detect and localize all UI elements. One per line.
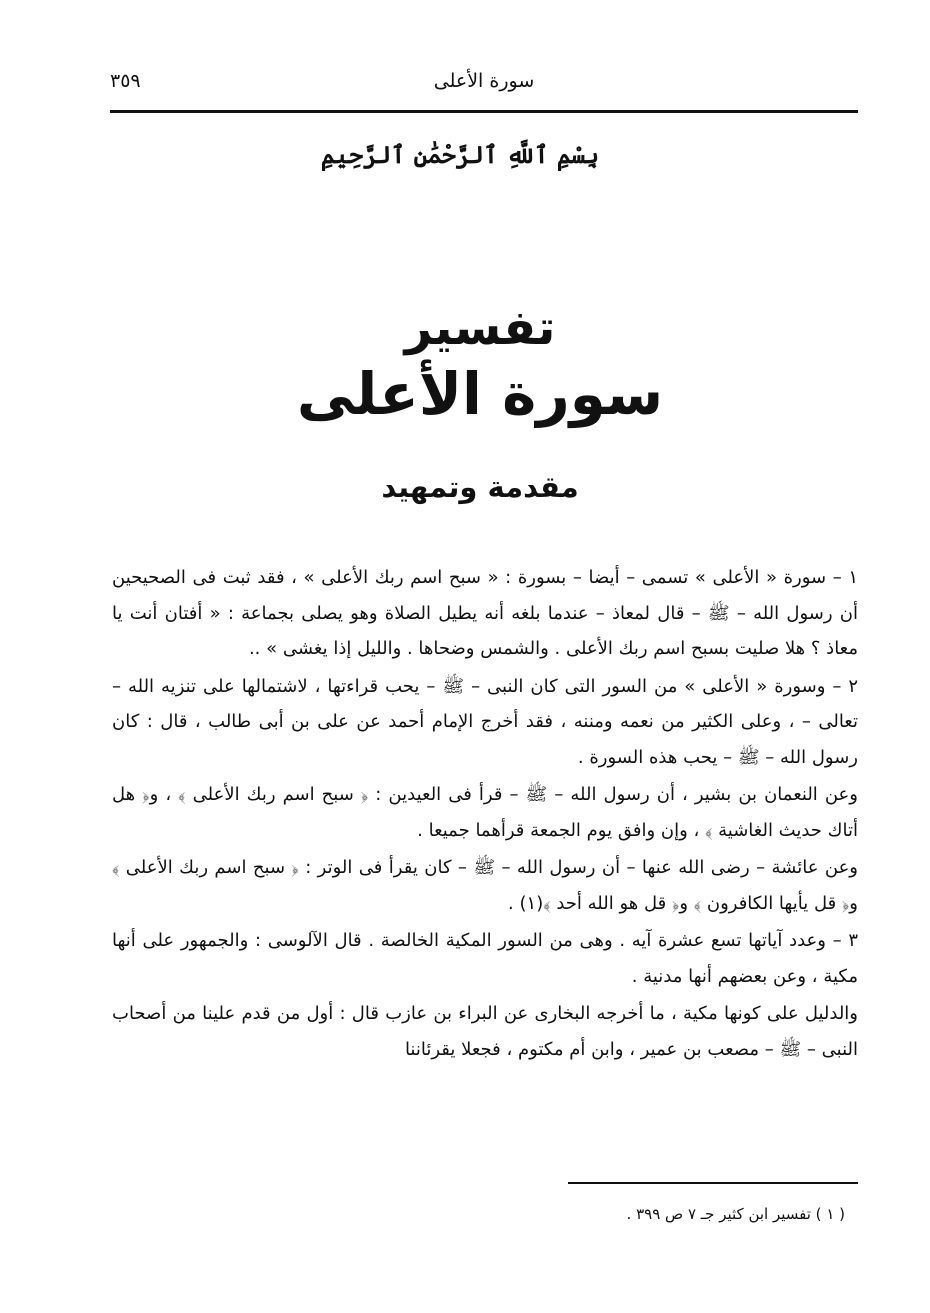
chapter-title-tafsir: تفسير	[404, 300, 556, 356]
paragraph-3: وعن النعمان بن بشير ، أن رسول الله – ﷺ – قرأ فى العيدين : ﴿ سبح اسم ربك الأعلى ﴾ ، و﴿ هل أتاك حديث الغاشية ﴾ ، وإن وافق يوم الجمعة قرأهما جميعا .	[112, 784, 858, 841]
paragraph-2: ٢ – وسورة « الأعلى » من السور التى كان النبى – ﷺ – يحب قراءتها ، لاشتمالها على تنزيه الله – تعالى – ، وعلى الكثير من نعمه ومننه ، فقد أخرج الإمام أحمد عن على بن أبى طالب ، قال : كان رسول الله – ﷺ – يحب هذه السورة .	[112, 675, 858, 768]
paragraph-5: ٣ – وعدد آياتها تسع عشرة آيه . وهى من السور المكية الخالصة . قال الآلوسى : والجمهور على أنها مكية ، وعن بعضهم أنها مدنية .	[112, 930, 858, 987]
footnote: ( ١ ) تفسير ابن كثير جـ ٧ ص ٣٩٩ .	[626, 1205, 845, 1223]
page-number: ٣٥٩	[110, 70, 141, 92]
basmala: بِسْمِ ٱللَّهِ ٱلرَّحْمَٰنِ ٱلرَّحِيمِ	[320, 140, 600, 169]
paragraph-6: والدليل على كونها مكية ، ما أخرجه البخارى عن البراء بن عازب قال : أول من قدم علينا من أصحاب النبى – ﷺ – مصعب بن عمير ، وابن أم مكتوم ، فجعلا يقرئاننا	[112, 1003, 858, 1060]
body-text	[112, 560, 858, 1069]
paragraph-4: وعن عائشة – رضى الله عنها – أن رسول الله – ﷺ – كان يقرأ فى الوتر : ﴿ سبح اسم ربك الأعلى ﴾ و﴿ قل يأيها الكافرون ﴾ و﴿ قل هو الله أحد ﴾(١) .	[112, 857, 858, 914]
paragraph-1: ١ – سورة « الأعلى » تسمى – أيضا – بسورة : « سبح اسم ربك الأعلى » ، فقد ثبت فى الصحيحين أن رسول الله – ﷺ – قال لمعاذ – عندما بلغه أنه يطيل الصلاة وهو يصلى بجماعة : « أفتان أنت يا معاذ ؟ هلا صليت بسبح اسم ربك الأعلى . والشمس وضحاها . والليل إذا يغشى » ..	[112, 567, 858, 659]
header-rule	[110, 110, 858, 113]
section-heading: مقدمة وتمهيد	[381, 470, 579, 504]
running-header-title: سورة الأعلى	[433, 70, 535, 92]
footnote-rule	[568, 1182, 858, 1184]
chapter-title-surah: سورة الأعلى	[296, 360, 664, 428]
running-header	[110, 70, 858, 106]
